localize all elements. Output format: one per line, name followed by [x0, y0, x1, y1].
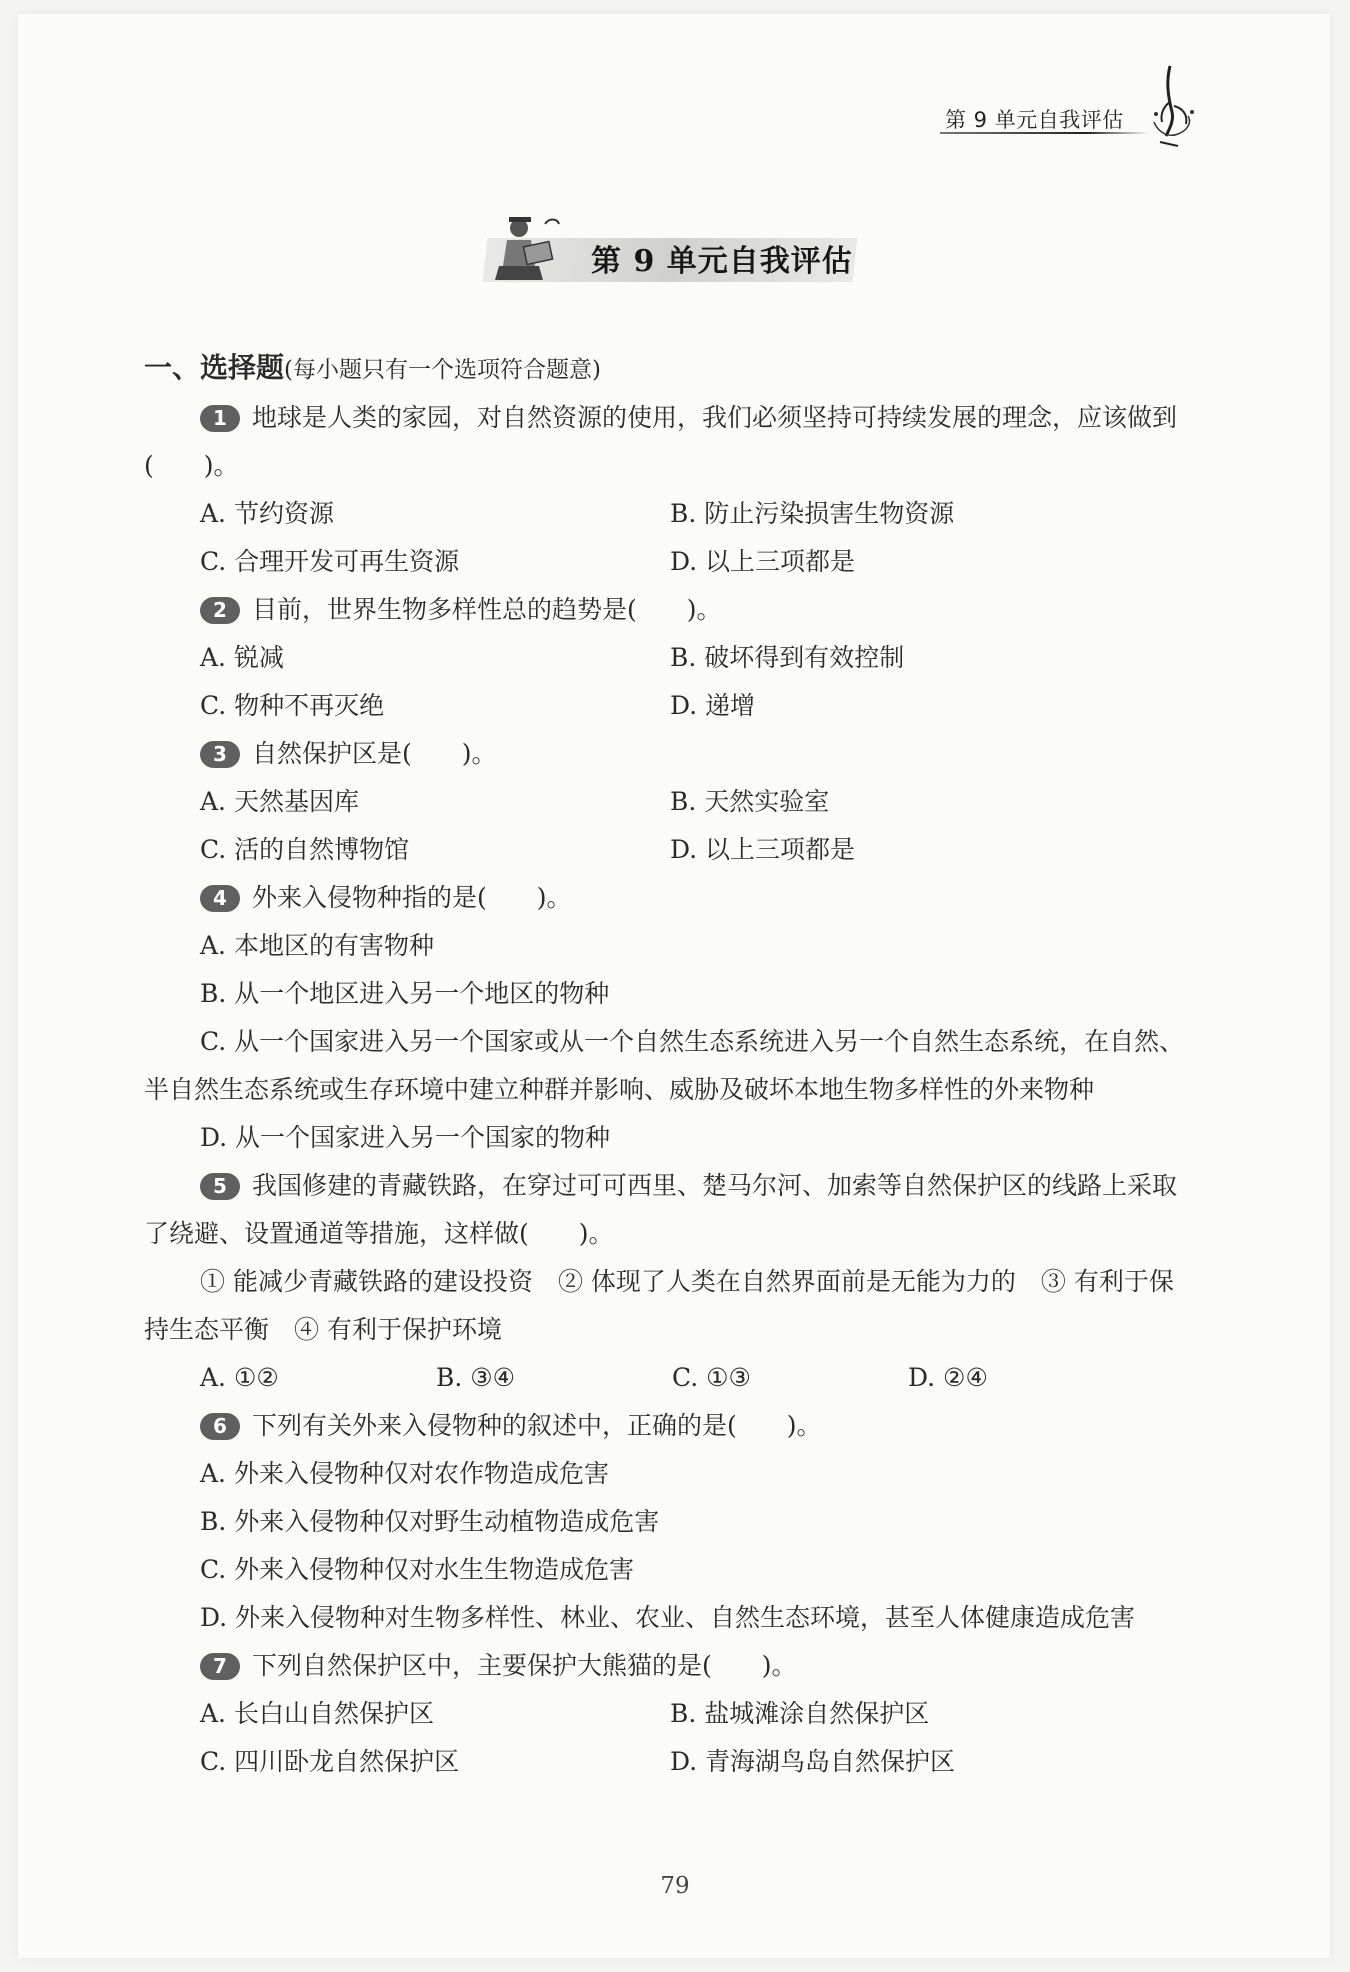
- question-text: 下列有关外来入侵物种的叙述中，正确的是( )。: [252, 1411, 822, 1440]
- option-c: C. 外来入侵物种仅对水生生物造成危害: [200, 1555, 635, 1584]
- question-text: 我国修建的青藏铁路，在穿过可可西里、楚马尔河、加索等自然保护区的线路上采取了绕避、设置通道等措施，这样做( )。: [144, 1171, 1178, 1248]
- option-c: C. ①③: [672, 1363, 751, 1392]
- option-b: B. 天然实验室: [670, 787, 830, 816]
- options-row: [144, 634, 1194, 682]
- question-number-badge: 6: [200, 1413, 240, 1440]
- option-d: D. 从一个国家进入另一个国家的物种: [200, 1123, 611, 1152]
- option-d: D. 外来入侵物种对生物多样性、林业、农业、自然生态环境，甚至人体健康造成危害: [200, 1603, 1136, 1632]
- option-d: D. 递增: [670, 691, 756, 720]
- question-content: [144, 344, 1194, 1786]
- question-number-badge: 2: [200, 597, 240, 624]
- option-b: B. 防止污染损害生物资源: [670, 499, 955, 528]
- option-b: B. ③④: [436, 1363, 516, 1392]
- section-title: 一、选择题: [144, 351, 285, 384]
- options-row: [144, 490, 1194, 538]
- question-stem: [144, 394, 1194, 490]
- option-c: C. 从一个国家进入另一个国家或从一个自然生态系统进入另一个自然生态系统，在自然、半自然生态系统或生存环境中建立种群并影响、威胁及破坏本地生物多样性的外来物种: [144, 1027, 1185, 1104]
- options-row: [144, 1690, 1194, 1738]
- question-text: 自然保护区是( )。: [252, 739, 497, 768]
- options-row: [144, 826, 1194, 874]
- option-b: B. 外来入侵物种仅对野生动植物造成危害: [200, 1507, 660, 1536]
- student-reading-icon: [489, 214, 569, 284]
- question-stem: [144, 1642, 1194, 1690]
- option-c: C. 物种不再灭绝: [200, 691, 385, 720]
- question-text: 目前，世界生物多样性总的趋势是( )。: [252, 595, 722, 624]
- option-b: B. 盐城滩涂自然保护区: [670, 1699, 930, 1728]
- header-rule: [940, 132, 1150, 134]
- page-number: 79: [660, 1873, 690, 1899]
- question-stem: [144, 874, 1194, 922]
- question-statements: ① 能减少青藏铁路的建设投资 ② 体现了人类在自然界面前是无能为力的 ③ 有利于保持生态平衡 ④ 有利于保护环境: [144, 1267, 1174, 1344]
- options-row: [144, 1354, 1194, 1402]
- options-row: [144, 682, 1194, 730]
- question-text: 地球是人类的家园，对自然资源的使用，我们必须坚持可持续发展的理念，应该做到( )。: [144, 403, 1178, 480]
- question-number-badge: 4: [200, 885, 240, 912]
- running-header: 第 9 单元自我评估: [945, 108, 1124, 132]
- quill-ornament-icon: [1148, 62, 1208, 152]
- question-text: 下列自然保护区中，主要保护大熊猫的是( )。: [252, 1651, 797, 1680]
- options-row: [144, 1738, 1194, 1786]
- question-stem: [144, 1402, 1194, 1450]
- option-d: D. 以上三项都是: [670, 547, 856, 576]
- question-number-badge: 7: [200, 1653, 240, 1680]
- question-stem: [144, 730, 1194, 778]
- title-banner: [485, 214, 855, 284]
- question-text: 外来入侵物种指的是( )。: [252, 883, 572, 912]
- options-row: [144, 778, 1194, 826]
- option-a: A. 节约资源: [200, 499, 334, 528]
- page-title: 第 9 单元自我评估: [591, 244, 853, 279]
- options-row: [144, 538, 1194, 586]
- option-b: B. 破坏得到有效控制: [670, 643, 905, 672]
- option-a: A. 锐减: [200, 643, 284, 672]
- question-stem: [144, 586, 1194, 634]
- option-b: B. 从一个地区进入另一个地区的物种: [200, 979, 610, 1008]
- question-number-badge: 3: [200, 741, 240, 768]
- option-d: D. ②④: [908, 1363, 988, 1392]
- option-d: D. 以上三项都是: [670, 835, 856, 864]
- option-d: D. 青海湖鸟岛自然保护区: [670, 1747, 956, 1776]
- question-number-badge: 1: [200, 405, 240, 432]
- option-a: A. 外来入侵物种仅对农作物造成危害: [200, 1459, 609, 1488]
- question-stem: [144, 1162, 1194, 1258]
- option-c: C. 活的自然博物馆: [200, 835, 410, 864]
- option-a: A. ①②: [200, 1363, 279, 1392]
- option-a: A. 本地区的有害物种: [200, 931, 434, 960]
- section-heading: [144, 344, 1194, 394]
- section-note: (每小题只有一个选项符合题意): [284, 357, 601, 383]
- option-a: A. 天然基因库: [200, 787, 359, 816]
- question-number-badge: 5: [200, 1173, 240, 1200]
- option-a: A. 长白山自然保护区: [200, 1699, 434, 1728]
- option-c: C. 四川卧龙自然保护区: [200, 1747, 460, 1776]
- option-c: C. 合理开发可再生资源: [200, 547, 460, 576]
